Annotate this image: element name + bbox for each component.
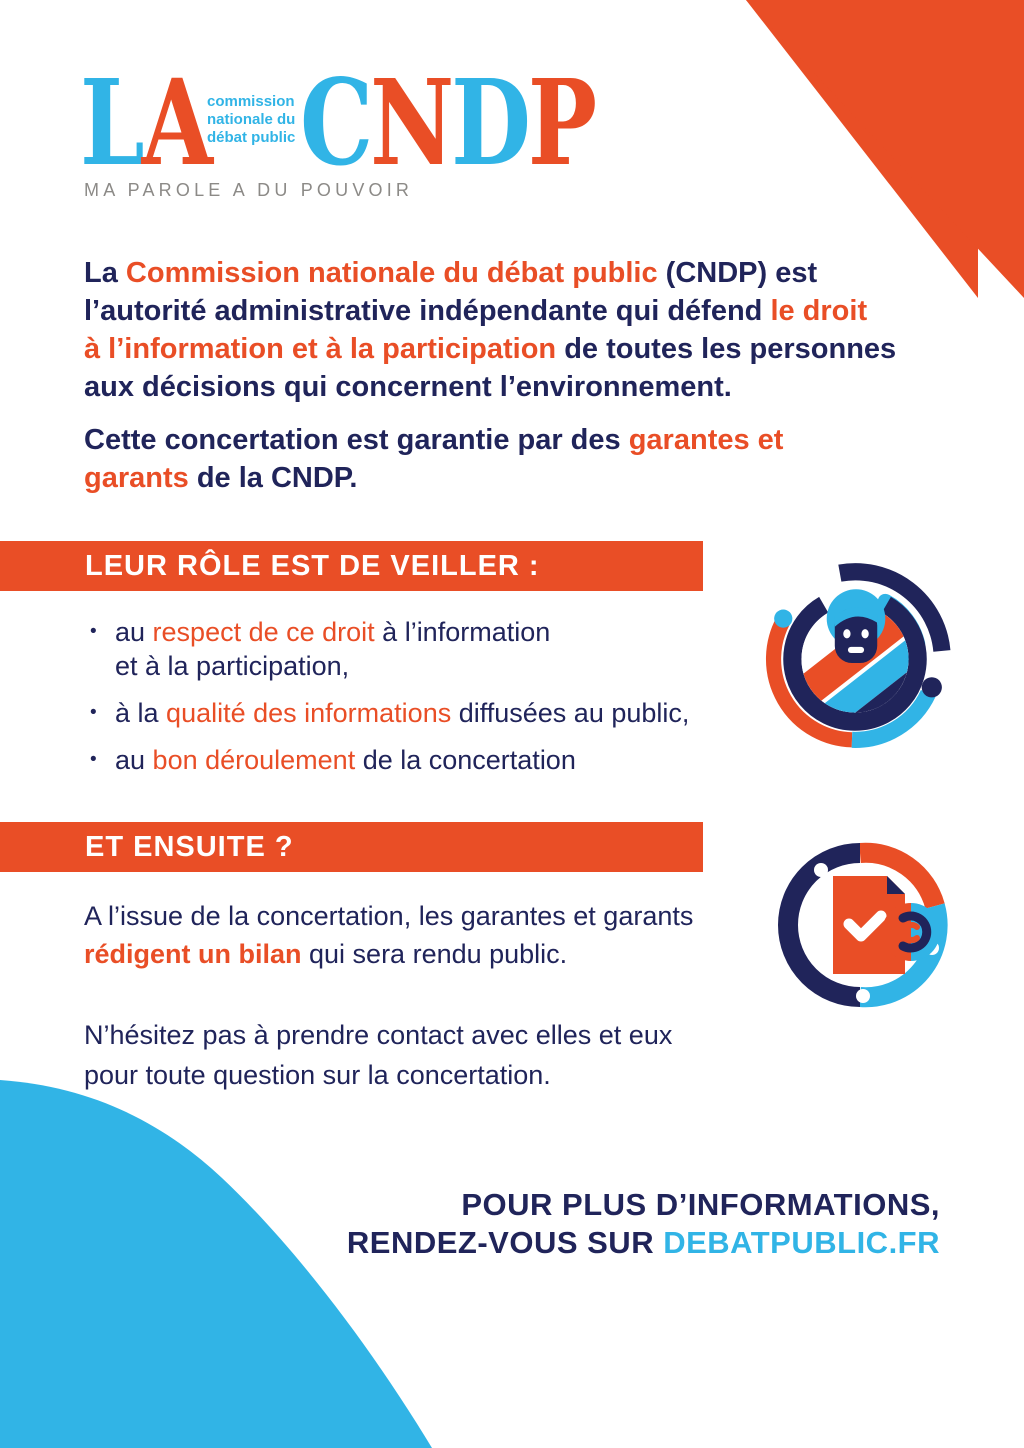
footer-cta xyxy=(347,1186,940,1262)
logo-subtitle-line: nationale du xyxy=(207,111,296,128)
role-bullet-list xyxy=(84,615,744,777)
contact-paragraph: N’hésitez pas à prendre contact avec elles et eux pour toute question sur la concertation. xyxy=(84,1020,673,1090)
concertation-paragraph: Cette concertation est garantie par des garantes et garants de la CNDP. xyxy=(84,424,784,494)
logo-subtitle-line: débat public xyxy=(207,129,296,146)
logo-word-cndp: CNDP xyxy=(300,53,594,192)
list-item: • au bon déroulement de la concertation xyxy=(84,743,744,777)
footer-line2 xyxy=(347,1224,940,1262)
list-item: • au respect de ce droit à l’information et à la participation, xyxy=(84,615,744,683)
logo-tagline: MA PAROLE A DU POUVOIR xyxy=(84,180,414,200)
garant-person-circle-icon xyxy=(758,560,952,754)
debatpublic-link[interactable]: DEBATPUBLIC.FR xyxy=(663,1225,940,1260)
footer-line2-prefix: RENDEZ-VOUS SUR xyxy=(346,1225,664,1260)
intro-paragraph: La Commission nationale du débat public (CNDP) est l’autorité administrative indépendante qui défend le droit à l’information et à la participation de toutes les personnes aux décisions qui concernent l’environnement. xyxy=(84,257,897,403)
footer-line1: POUR PLUS D’INFORMATIONS, xyxy=(461,1187,940,1222)
logo-word-la: LA xyxy=(80,53,210,192)
section-title-next: ET ENSUITE ? xyxy=(0,822,703,872)
bilan-report-magnifier-icon xyxy=(777,836,955,1014)
bilan-paragraph: A l’issue de la concertation, les garantes et garants rédigent un bilan qui sera rendu public. xyxy=(84,901,694,969)
section-title-role: LEUR RÔLE EST DE VEILLER : xyxy=(0,541,703,591)
list-item: • à la qualité des informations diffusées au public, xyxy=(84,696,744,730)
logo-subtitle-line: commission xyxy=(207,93,295,110)
